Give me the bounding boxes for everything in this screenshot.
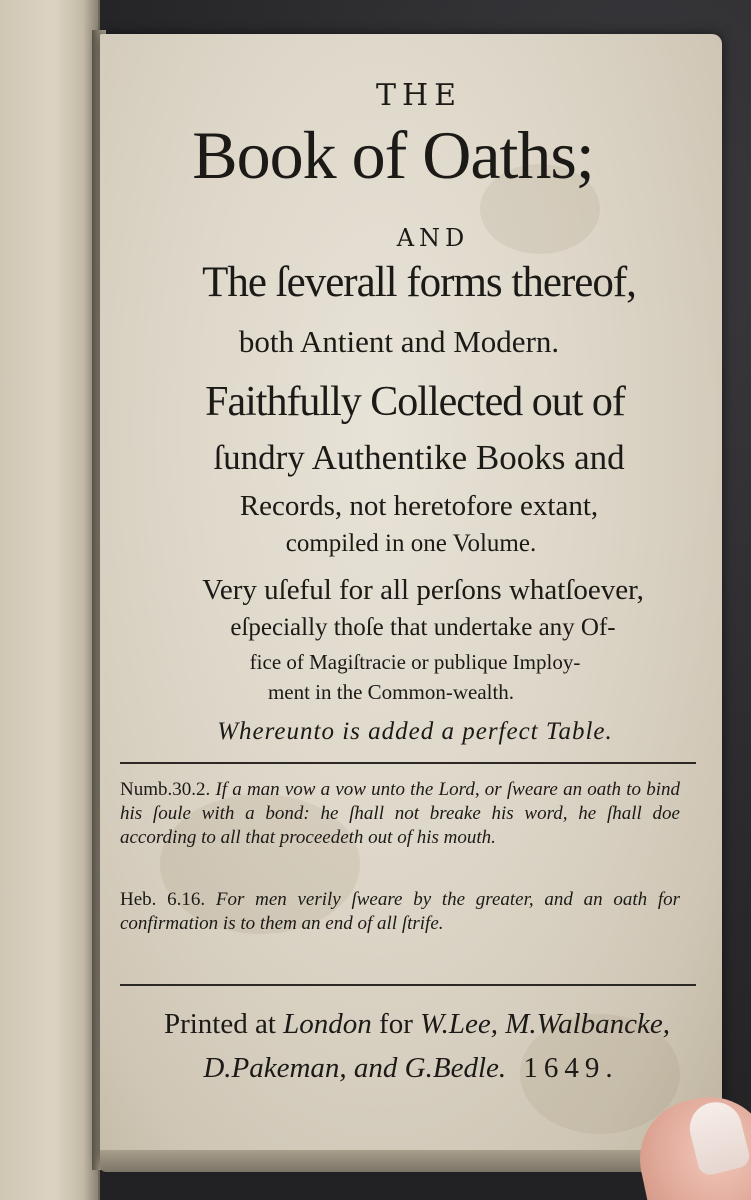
description-line: Very uſeful for all perſons whatſoever, [202,574,644,606]
page-stack-edge [100,1150,710,1172]
imprint-publishers: W.Lee, M.Walbancke, [420,1008,671,1040]
title-page [100,34,722,1162]
main-title: Book of Oaths; [192,117,594,193]
epigraph-quote: If a man vow a vow unto the Lord, or ſweare an oath to bind his ſoule with a bond: he ſhall not breake his word, he ſhall doe according to all that proceedeth out of his mouth. [120,779,680,848]
epigraph [120,888,680,936]
imprint-publishers: D.Pakeman, and G.Bedle. [203,1052,507,1084]
subtitle-line: ſundry Authentike Books and [213,438,625,477]
epigraph-reference: Numb.30.2. [120,779,211,800]
imprint-for: for [379,1008,413,1040]
imprint-year: 1649. [523,1052,619,1084]
subtitle-line: compiled in one Volume. [285,530,537,557]
description-line: eſpecially thoſe that undertake any Of- [230,614,616,641]
description-line: ment in the Common-wealth. [267,680,515,704]
table-note: Whereunto is added a perfect Table. [217,718,613,745]
title-conjunction: AND [396,224,470,252]
imprint-printed-at: Printed at [163,1008,276,1040]
imprint-line [100,1052,722,1085]
subtitle-line: The ſeverall forms thereof, [202,259,636,306]
imprint-city: London [283,1008,372,1040]
subtitle-line: Faithfully Collected out of [205,379,625,425]
epigraph-quote: For men verily ſweare by the greater, and an oath for confirmation is to them an end of all ſtrife. [120,889,681,934]
epigraph-reference: Heb. 6.16. [120,889,206,910]
imprint-line [106,1008,728,1041]
title-article: THE [375,78,463,113]
horizontal-rule [120,762,696,764]
subtitle-line: both Antient and Modern. [238,324,560,359]
description-line: fice of Magiſtracie or publique Imploy- [249,650,581,674]
horizontal-rule [120,984,696,986]
epigraph [120,778,680,850]
subtitle-line: Records, not heretofore extant, [239,490,599,522]
